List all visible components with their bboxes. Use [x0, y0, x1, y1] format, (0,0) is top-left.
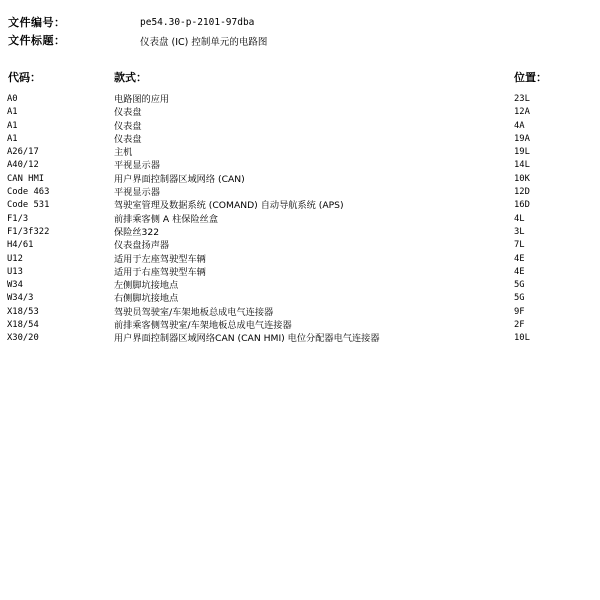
row-description: 前排乘客侧驾驶室/车架地板总成电气连接器: [114, 320, 292, 332]
table-row: [0, 332, 600, 345]
table-row: [0, 199, 600, 212]
table-row: [0, 292, 600, 305]
table-row: [0, 253, 600, 266]
row-code: W34: [7, 280, 23, 291]
row-position: 4L: [514, 213, 525, 224]
row-code: CAN HMI: [7, 173, 45, 184]
column-header-position: 位置：: [514, 71, 547, 84]
row-description: 用户界面控制器区域网络 (CAN): [114, 173, 245, 185]
row-description: 仪表盘: [114, 133, 142, 145]
row-position: 3L: [514, 226, 525, 237]
row-code: F1/3f322: [7, 226, 50, 237]
row-description: 电路图的应用: [114, 94, 170, 105]
file-title-value: 仪表盘 (IC) 控制单元的电路图: [140, 37, 268, 48]
row-code: A1: [7, 107, 18, 118]
row-description: 仪表盘扬声器: [114, 240, 170, 252]
table-row: [0, 120, 600, 133]
table-row: [0, 306, 600, 319]
row-description: 前排乘客侧 A 柱保险丝盒: [114, 213, 219, 225]
row-description: 适用于右座驾驶型车辆: [114, 266, 206, 278]
row-position: 12D: [514, 187, 530, 198]
row-position: 4E: [514, 266, 525, 277]
row-description: 左侧脚坑接地点: [114, 280, 179, 292]
row-description: 仪表盘: [114, 120, 142, 132]
row-position: 16D: [514, 200, 530, 211]
table-row: [0, 93, 600, 106]
row-code: X18/53: [7, 306, 39, 317]
row-description: 驾驶员驾驶室/车架地板总成电气连接器: [114, 306, 274, 318]
table-row: [0, 279, 600, 292]
row-code: X30/20: [7, 333, 39, 344]
row-code: U13: [7, 266, 23, 277]
row-position: 10K: [514, 173, 530, 184]
row-description: 右侧脚坑接地点: [114, 293, 179, 305]
row-code: W34/3: [7, 293, 34, 304]
table-row: [0, 213, 600, 226]
row-code: A1: [7, 120, 18, 131]
file-number-value: pe54.30-p-2101-97dba: [140, 17, 255, 28]
row-description: 仪表盘: [114, 107, 142, 119]
row-description: 保险丝322: [114, 226, 160, 238]
row-code: H4/61: [7, 240, 34, 251]
table-row: [0, 266, 600, 279]
row-code: Code 463: [7, 187, 50, 198]
table-row: [0, 133, 600, 146]
table-row: [0, 239, 600, 252]
row-position: 7L: [514, 240, 525, 251]
file-title-label: 文件标题：: [8, 34, 66, 47]
row-position: 5G: [514, 293, 525, 304]
table-row: [0, 173, 600, 186]
row-position: 5G: [514, 280, 525, 291]
row-code: A1: [7, 133, 18, 144]
row-code: A26/17: [7, 147, 39, 158]
row-code: F1/3: [7, 213, 29, 224]
row-position: 9F: [514, 306, 525, 317]
file-number-label: 文件编号：: [8, 16, 66, 29]
row-position: 10L: [514, 333, 530, 344]
row-position: 2F: [514, 320, 525, 331]
row-code: A40/12: [7, 160, 39, 171]
row-position: 14L: [514, 160, 530, 171]
row-description: 平视显示器: [114, 160, 160, 172]
row-code: U12: [7, 253, 23, 264]
row-code: A0: [7, 94, 18, 104]
column-header-code: 代码：: [8, 71, 41, 84]
row-code: Code 531: [7, 200, 50, 211]
row-position: 19A: [514, 133, 530, 144]
row-position: 23L: [514, 94, 530, 104]
table-row: [0, 186, 600, 199]
table-row: [0, 319, 600, 332]
row-description: 主机: [114, 147, 133, 159]
table-row: [0, 159, 600, 172]
row-description: 平视显示器: [114, 187, 160, 199]
component-table: [0, 93, 600, 346]
row-description: 适用于左座驾驶型车辆: [114, 253, 206, 265]
table-row: [0, 106, 600, 119]
table-row: [0, 146, 600, 159]
row-description: 驾驶室管理及数据系统 (COMAND) 自动导航系统 (APS): [114, 200, 344, 212]
row-position: 4A: [514, 120, 525, 131]
row-position: 12A: [514, 107, 530, 118]
row-description: 用户界面控制器区域网络CAN (CAN HMI) 电位分配器电气连接器: [114, 333, 380, 345]
table-row: [0, 226, 600, 239]
row-position: 4E: [514, 253, 525, 264]
row-position: 19L: [514, 147, 530, 158]
column-header-style: 款式：: [114, 71, 147, 84]
row-code: X18/54: [7, 320, 39, 331]
